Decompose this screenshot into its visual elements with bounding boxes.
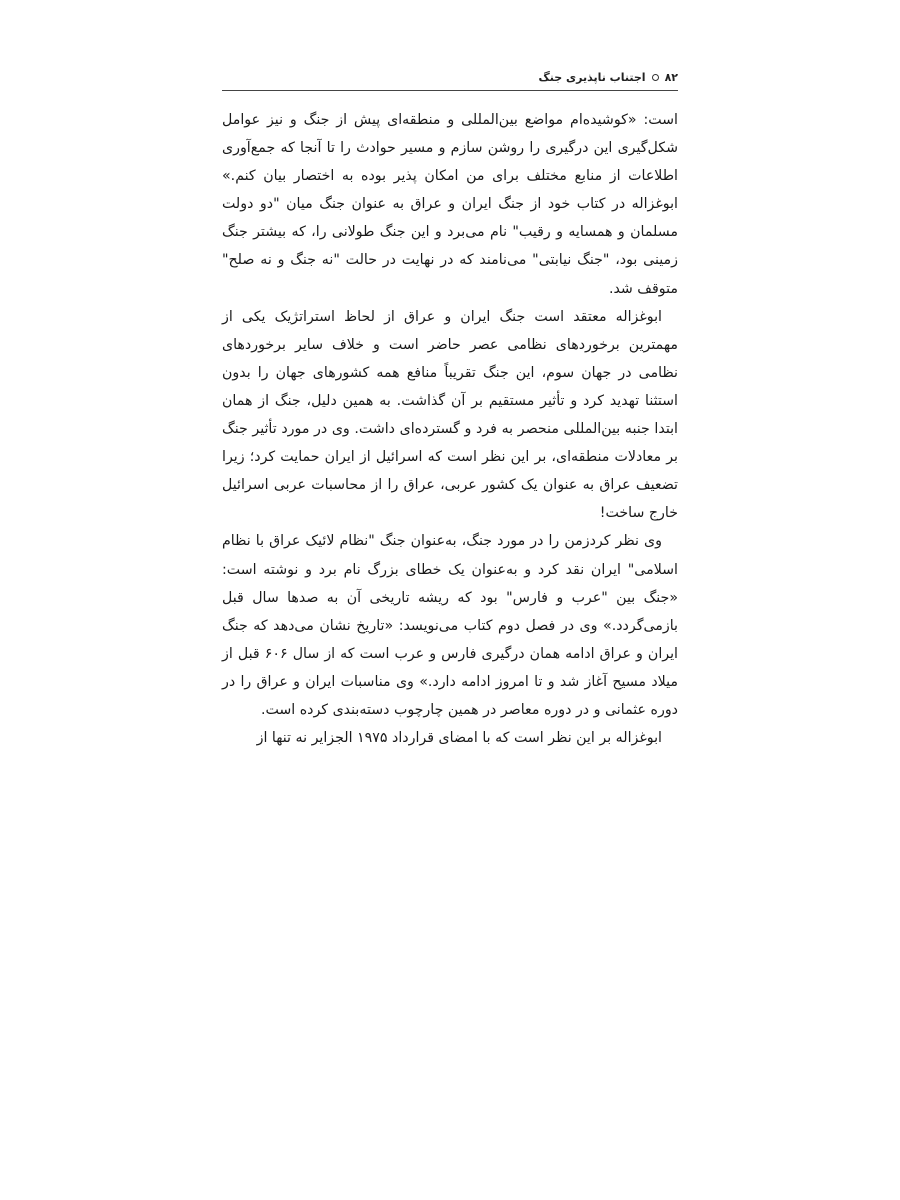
paragraph: ابوغزاله بر این نظر است که با امضای قرارداد ۱۹۷۵ الجزایر نه تنها از: [256, 730, 662, 747]
body-text: [222, 106, 678, 752]
paragraph: وی نظر کردزمن را در مورد جنگ، به‌عنوان جنگ "نظام لائیک عراق با نظام اسلامی" ایران نقد کرد و به‌عنوان یک خطای بزرگ نام برد و نوشته است: «جنگ بین "عرب و فارس" بود که ریشه تاریخی آن به صدها سال قبل بازمی‌گردد.» وی در فصل دوم کتاب می‌نویسد: «تاریخ نشان می‌دهد که جنگ ایران و عراق ادامه همان درگیری فارس و عرب است که از سال ۶۰۶ قبل از میلاد مسیح آغاز شد و تا امروز ادامه دارد.» وی مناسبات ایران و عراق را در دوره عثمانی و در دوره معاصر در همین چارچوب دسته‌بندی کرده است.: [222, 533, 679, 718]
paragraph: است: «کوشیده‌ام مواضع بین‌المللی و منطقه‌ای پیش از جنگ و نیز عوامل شکل‌گیری این درگیری را روشن سازم و مسیر حوادث را تا آنجا که جمع‌آوری اطلاعات از منابع مختلف برای من امکان پذیر بوده به اختصار بیان کنم.» ابوغزاله در کتاب خود از جنگ ایران و عراق به عنوان جنگ میان "دو دولت مسلمان و همسایه و رقیب" نام می‌برد و این جنگ طولانی را، که بیشتر جنگ زمینی بود، "جنگ نیابتی" می‌نامند که در نهایت در حالت "نه جنگ و نه صلح" متوقف شد.: [222, 112, 678, 297]
page-number: ۸۲: [664, 70, 678, 84]
paragraph: ابوغزاله معتقد است جنگ ایران و عراق از لحاظ استراتژیک یکی از مهمترین برخوردهای نظامی عصر حاضر است و خلاف سایر برخوردهای نظامی در جهان سوم، این جنگ تقریباً منافع همه کشورهای جهان را بدون استثنا تهدید کرد و تأثیر مستقیم بر آن گذاشت. به همین دلیل، جنگ از همان ابتدا جنبه بین‌المللی منحصر به فرد و گسترده‌ای داشت. وی در مورد تأثیر جنگ بر معادلات منطقه‌ای، بر این نظر است که اسرائیل از ایران حمایت کرد؛ زیرا تضعیف عراق به عنوان یک کشور عربی، عراق را از محاسبات عربی اسرائیل خارج ساخت!: [222, 308, 678, 522]
header-divider: [222, 90, 678, 91]
circle-separator-icon: [652, 74, 659, 81]
running-title: اجتناب ناپذیری جنگ: [538, 70, 646, 84]
page-header: [222, 66, 678, 88]
